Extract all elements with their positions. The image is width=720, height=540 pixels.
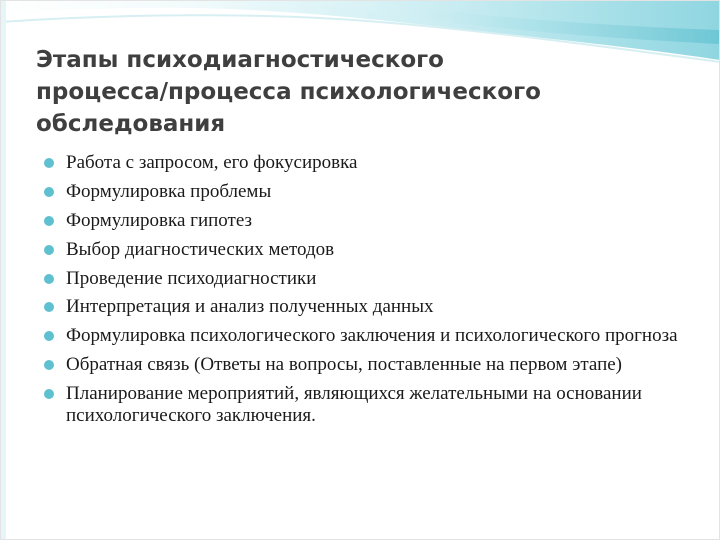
- list-item: [44, 354, 694, 376]
- bullet-dot-icon: [44, 274, 54, 284]
- list-item: [44, 210, 694, 232]
- slide-title: Этапы психодиагностического процесса/процесса психологического обследования: [36, 47, 541, 137]
- list-item: [44, 152, 694, 174]
- list-item: [44, 325, 694, 347]
- list-item-text: Формулировка психологического заключения и психологического прогноза: [66, 325, 678, 347]
- list-item-text: Работа с запросом, его фокусировка: [66, 152, 358, 173]
- bullet-dot-icon: [44, 360, 54, 370]
- list-item: [44, 296, 694, 318]
- bullet-dot-icon: [44, 187, 54, 197]
- list-item-text: Планирование мероприятий, являющихся желательными на основании психологического заключения.: [66, 383, 642, 426]
- list-item-text: Интерпретация и анализ полученных данных: [66, 296, 434, 318]
- list-item-text: Выбор диагностических методов: [66, 238, 335, 260]
- list-item-text: Обратная связь (Ответы на вопросы, поставленные на первом этапе): [66, 354, 623, 376]
- bullet-dot-icon: [44, 331, 54, 341]
- bullet-dot-icon: [44, 302, 54, 312]
- list-item-text: Формулировка проблемы: [66, 180, 272, 202]
- bullet-dot-icon: [44, 389, 54, 399]
- bullet-dot-icon: [44, 216, 54, 226]
- bullet-list: [44, 152, 694, 434]
- bullet-dot-icon: [44, 245, 54, 255]
- list-item: [44, 239, 694, 261]
- list-item: [44, 383, 694, 426]
- list-item: [44, 268, 694, 290]
- list-item-text: Проведение психодиагностики: [66, 267, 317, 289]
- list-item-text: Формулировка гипотез: [66, 209, 253, 231]
- bullet-dot-icon: [44, 158, 54, 168]
- list-item: [44, 181, 694, 203]
